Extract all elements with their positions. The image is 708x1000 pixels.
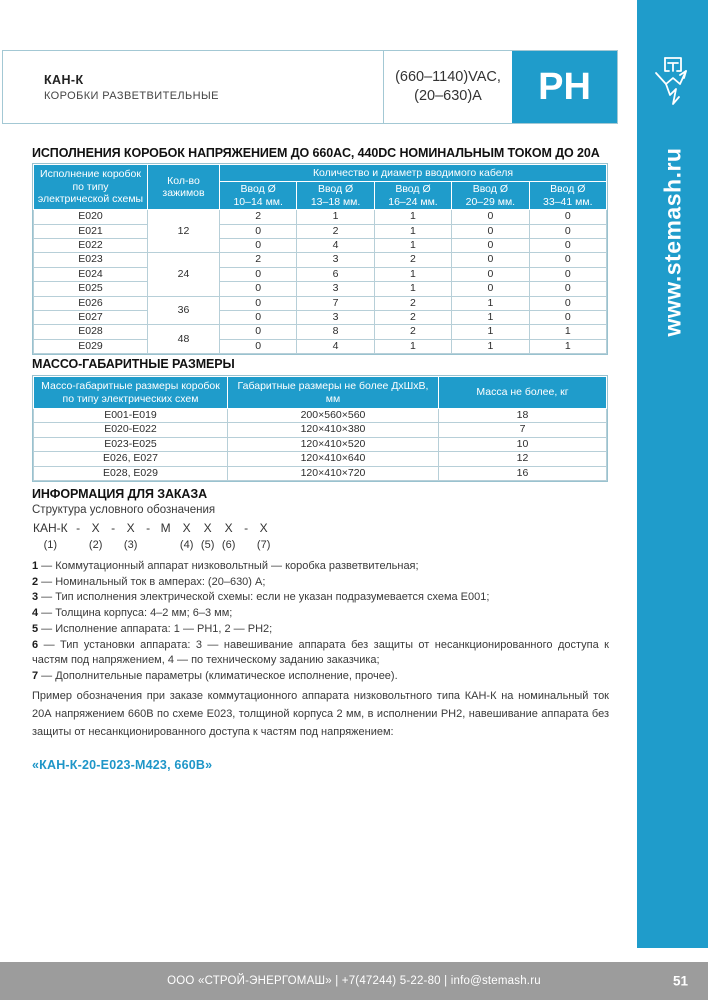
legend-item-number: 7 <box>32 669 39 682</box>
sub-header-3 <box>374 182 451 210</box>
structure-token-symbol: Х <box>126 521 135 535</box>
structure-token-number: (2) <box>88 539 103 551</box>
cable-count-cell: 3 <box>297 282 374 296</box>
cable-count-cell: 0 <box>220 311 297 325</box>
product-name: КОРОБКИ РАЗВЕТВИТЕЛЬНЫЕ <box>44 89 219 102</box>
structure-token-symbol: Х <box>224 521 233 535</box>
cable-count-cell: 2 <box>374 253 451 267</box>
cable-count-cell: 0 <box>529 311 606 325</box>
cable-count-cell: 1 <box>297 210 374 224</box>
structure-token <box>243 521 250 538</box>
mass-cell: 12 <box>439 452 607 466</box>
dimensions-table-row <box>34 437 607 451</box>
structure-token-number: (7) <box>256 539 271 551</box>
versions-table-row <box>34 239 607 253</box>
sub-header-4 <box>452 182 529 210</box>
cable-count-cell: 0 <box>529 267 606 281</box>
versions-table <box>32 163 608 355</box>
structure-token-symbol: М <box>160 521 171 535</box>
designation-legend <box>32 559 609 685</box>
section-title-order: ИНФОРМАЦИЯ ДЛЯ ЗАКАЗА <box>32 487 207 501</box>
structure-token <box>159 521 173 538</box>
sub-header-range: 13–18 мм. <box>310 195 361 208</box>
mass-cell: 10 <box>439 437 607 451</box>
structure-token-symbol: Х <box>91 521 100 535</box>
cable-count-cell: 1 <box>529 339 606 353</box>
dimensions-table-row <box>34 466 607 480</box>
dimensions-table-body <box>34 409 607 481</box>
group-header-cable: Количество и диаметр вводимого кабеля <box>220 165 607 182</box>
sub-header-range: 20–29 мм. <box>465 195 516 208</box>
cable-count-cell: 2 <box>220 210 297 224</box>
cable-count-cell: 0 <box>529 296 606 310</box>
cable-count-cell: 0 <box>452 224 529 238</box>
product-code: КАН-К <box>44 72 84 87</box>
mass-cell: 7 <box>439 423 607 437</box>
legend-item-number: 2 <box>32 575 39 588</box>
versions-table-row <box>34 282 607 296</box>
sub-header-label: Ввод Ø <box>550 183 586 195</box>
sidebar <box>637 0 708 948</box>
cable-count-cell: 2 <box>374 296 451 310</box>
structure-token-symbol: Х <box>203 521 212 535</box>
structure-token <box>89 521 103 553</box>
scheme-cell: Е024 <box>34 267 148 281</box>
cable-count-cell: 7 <box>297 296 374 310</box>
scheme-range-cell: Е026, Е027 <box>34 452 228 466</box>
sub-header-1 <box>220 182 297 210</box>
cable-count-cell: 1 <box>452 325 529 339</box>
cable-count-cell: 1 <box>374 339 451 353</box>
legend-item-number: 3 <box>32 591 39 604</box>
clamps-cell: 36 <box>148 296 220 325</box>
legend-item: 1 — Коммутационный аппарат низковольтный — коробка разветвительная; <box>32 560 419 572</box>
sub-header-label: Ввод Ø <box>395 183 431 195</box>
legend-item: 6 — Тип установки аппарата: 3 — навешивание аппарата без защиты от несанкционированного доступа к частям под напряжением, 4 — по техническому заданию заказчика; <box>32 638 609 667</box>
cable-count-cell: 0 <box>220 296 297 310</box>
cable-count-cell: 1 <box>529 325 606 339</box>
size-cell: 120×410×520 <box>228 437 439 451</box>
versions-table-row <box>34 339 607 353</box>
structure-token <box>33 521 68 553</box>
scheme-range-cell: Е001-Е019 <box>34 409 228 423</box>
mass-cell: 18 <box>439 409 607 423</box>
legend-item-number: 6 <box>32 638 39 651</box>
versions-table-row <box>34 311 607 325</box>
scheme-cell: Е020 <box>34 210 148 224</box>
sub-header-2 <box>297 182 374 210</box>
dim-col-header-size: Габаритные размеры не более ДхШхВ, мм <box>228 377 439 409</box>
cable-count-cell: 0 <box>220 224 297 238</box>
structure-token-number: (1) <box>43 539 58 551</box>
structure-token <box>257 521 271 553</box>
cable-count-cell: 0 <box>220 325 297 339</box>
cable-count-cell: 1 <box>452 339 529 353</box>
cable-count-cell: 0 <box>529 253 606 267</box>
page-footer <box>0 962 708 1000</box>
cable-count-cell: 0 <box>220 282 297 296</box>
scheme-cell: Е028 <box>34 325 148 339</box>
scheme-range-cell: Е023-Е025 <box>34 437 228 451</box>
scheme-cell: Е023 <box>34 253 148 267</box>
cable-count-cell: 0 <box>529 282 606 296</box>
scheme-cell: Е025 <box>34 282 148 296</box>
versions-table-row <box>34 325 607 339</box>
cable-count-cell: 1 <box>374 224 451 238</box>
scheme-cell: Е029 <box>34 339 148 353</box>
cable-count-cell: 0 <box>452 253 529 267</box>
scheme-cell: Е022 <box>34 239 148 253</box>
structure-token-symbol: Х <box>259 521 268 535</box>
cable-count-cell: 1 <box>452 311 529 325</box>
cable-count-cell: 2 <box>374 325 451 339</box>
legend-item-number: 5 <box>32 622 39 635</box>
legend-item-number: 1 <box>32 560 39 572</box>
cable-count-cell: 3 <box>297 311 374 325</box>
structure-token <box>201 521 215 553</box>
cable-count-cell: 0 <box>452 210 529 224</box>
dimensions-table-row <box>34 452 607 466</box>
scheme-cell: Е021 <box>34 224 148 238</box>
order-example-code: «КАН-К-20-Е023-М423, 660В» <box>32 758 213 772</box>
legend-item-number: 4 <box>32 607 39 620</box>
sub-header-label: Ввод Ø <box>472 183 509 195</box>
cable-count-cell: 1 <box>374 267 451 281</box>
rating-line-2: (20–630)А <box>414 88 482 104</box>
cable-count-cell: 6 <box>297 267 374 281</box>
structure-token-number: (6) <box>221 539 236 551</box>
cable-count-cell: 2 <box>220 253 297 267</box>
section-title-dimensions: МАССО-ГАБАРИТНЫЕ РАЗМЕРЫ <box>32 357 235 371</box>
size-cell: 120×410×380 <box>228 423 439 437</box>
cable-count-cell: 1 <box>452 296 529 310</box>
product-heading <box>3 51 383 123</box>
structure-token-number: (5) <box>200 539 215 551</box>
structure-token-number: (4) <box>179 539 194 551</box>
mass-cell: 16 <box>439 466 607 480</box>
sub-header-label: Ввод Ø <box>240 183 276 195</box>
cable-count-cell: 1 <box>374 239 451 253</box>
sub-header-range: 16–24 мм. <box>388 195 438 208</box>
clamps-cell: 48 <box>148 325 220 354</box>
dimensions-table <box>32 375 608 482</box>
legend-item: 5 — Исполнение аппарата: 1 — РН1, 2 — РН2; <box>32 622 273 635</box>
col-header-clamps: Кол-во зажимов <box>148 165 220 210</box>
sub-header-range: 33–41 мм. <box>543 195 593 208</box>
cable-count-cell: 0 <box>220 267 297 281</box>
size-cell: 200×560×560 <box>228 409 439 423</box>
section-title-versions: ИСПОЛНЕНИЯ КОРОБОК НАПРЯЖЕНИЕМ ДО 660AC, 440DC НОМИНАЛЬНЫМ ТОКОМ ДО 20А <box>32 146 600 160</box>
cable-count-cell: 3 <box>297 253 374 267</box>
stemash-logo-icon <box>651 54 695 117</box>
website-vertical-text: www.stemash.ru <box>659 147 685 337</box>
structure-token-symbol: - <box>76 521 81 535</box>
rating-line-1: (660–1140)VAC, <box>395 69 501 86</box>
rating-box <box>383 51 512 123</box>
col-header-scheme: Исполнение коробок по типу электрической схемы <box>34 165 148 210</box>
sub-header-label: Ввод Ø <box>317 183 354 195</box>
cable-count-cell: 1 <box>374 210 451 224</box>
size-cell: 120×410×640 <box>228 452 439 466</box>
cable-count-cell: 2 <box>374 311 451 325</box>
size-cell: 120×410×720 <box>228 466 439 480</box>
scheme-cell: Е027 <box>34 311 148 325</box>
footer-contacts: ООО «СТРОЙ-ЭНЕРГОМАШ» | +7(47244) 5-22-80 | info@stemash.ru <box>167 975 541 987</box>
scheme-cell: Е026 <box>34 296 148 310</box>
versions-table-row <box>34 224 607 238</box>
structure-token <box>110 521 117 538</box>
cable-count-cell: 0 <box>220 239 297 253</box>
order-example-paragraph: Пример обозначения при заказе коммутационного аппарата низковольтного типа КАН-К на номинальный ток 20А напряжением 660В по схеме Е023, толщиной корпуса 2 мм, в исполнении РН2, навешивание аппарата без защиты от несанкционированного доступа к частям под напряжением: <box>32 690 609 738</box>
page-header <box>2 50 618 124</box>
clamps-cell: 24 <box>148 253 220 296</box>
cable-count-cell: 4 <box>297 339 374 353</box>
structure-token-symbol: - <box>146 521 151 535</box>
structure-token <box>75 521 82 538</box>
cable-count-cell: 0 <box>529 210 606 224</box>
legend-item: 3 — Тип исполнения электрической схемы: если не указан подразумевается схема Е001; <box>32 591 490 604</box>
scheme-range-cell: Е028, Е029 <box>34 466 228 480</box>
legend-item: 2 — Номинальный ток в амперах: (20–630) А; <box>32 575 266 588</box>
structure-token-symbol: - <box>111 521 116 535</box>
structure-token <box>222 521 236 553</box>
versions-table-row <box>34 253 607 267</box>
structure-token-number: (3) <box>123 539 138 551</box>
dimensions-table-row <box>34 409 607 423</box>
legend-item: 7 — Дополнительные параметры (климатическое исполнение, прочее). <box>32 669 398 682</box>
cable-count-cell: 2 <box>297 224 374 238</box>
cable-count-cell: 4 <box>297 239 374 253</box>
cable-count-cell: 0 <box>452 282 529 296</box>
designation-structure <box>33 521 271 553</box>
cable-count-cell: 0 <box>452 239 529 253</box>
structure-subtitle: Структура условного обозначения <box>32 504 216 516</box>
cable-count-cell: 0 <box>529 224 606 238</box>
structure-token <box>180 521 194 553</box>
versions-table-row <box>34 267 607 281</box>
cable-count-cell: 8 <box>297 325 374 339</box>
structure-token-symbol: КАН-К <box>33 521 68 535</box>
clamps-cell: 12 <box>148 210 220 253</box>
cable-count-cell: 0 <box>452 267 529 281</box>
page-number: 51 <box>672 973 688 989</box>
structure-token <box>145 521 152 538</box>
sub-header-5 <box>529 182 606 210</box>
versions-table-row <box>34 210 607 224</box>
sub-header-range: 10–14 мм. <box>233 195 283 208</box>
structure-token-symbol: Х <box>182 521 191 535</box>
versions-table-row <box>34 296 607 310</box>
cable-count-cell: 1 <box>374 282 451 296</box>
scheme-range-cell: Е020-Е022 <box>34 423 228 437</box>
dim-col-header-scheme: Массо-габаритные размеры коробок по типу электрических схем <box>34 377 228 409</box>
cable-count-cell: 0 <box>529 239 606 253</box>
structure-token-symbol: - <box>244 521 249 535</box>
dimensions-table-row <box>34 423 607 437</box>
cable-count-cell: 0 <box>220 339 297 353</box>
structure-token <box>124 521 138 553</box>
series-badge: РН <box>512 51 617 123</box>
dim-col-header-mass: Масса не более, кг <box>439 377 607 409</box>
versions-table-body <box>34 210 607 354</box>
legend-item: 4 — Толщина корпуса: 4–2 мм; 6–3 мм; <box>32 607 233 620</box>
